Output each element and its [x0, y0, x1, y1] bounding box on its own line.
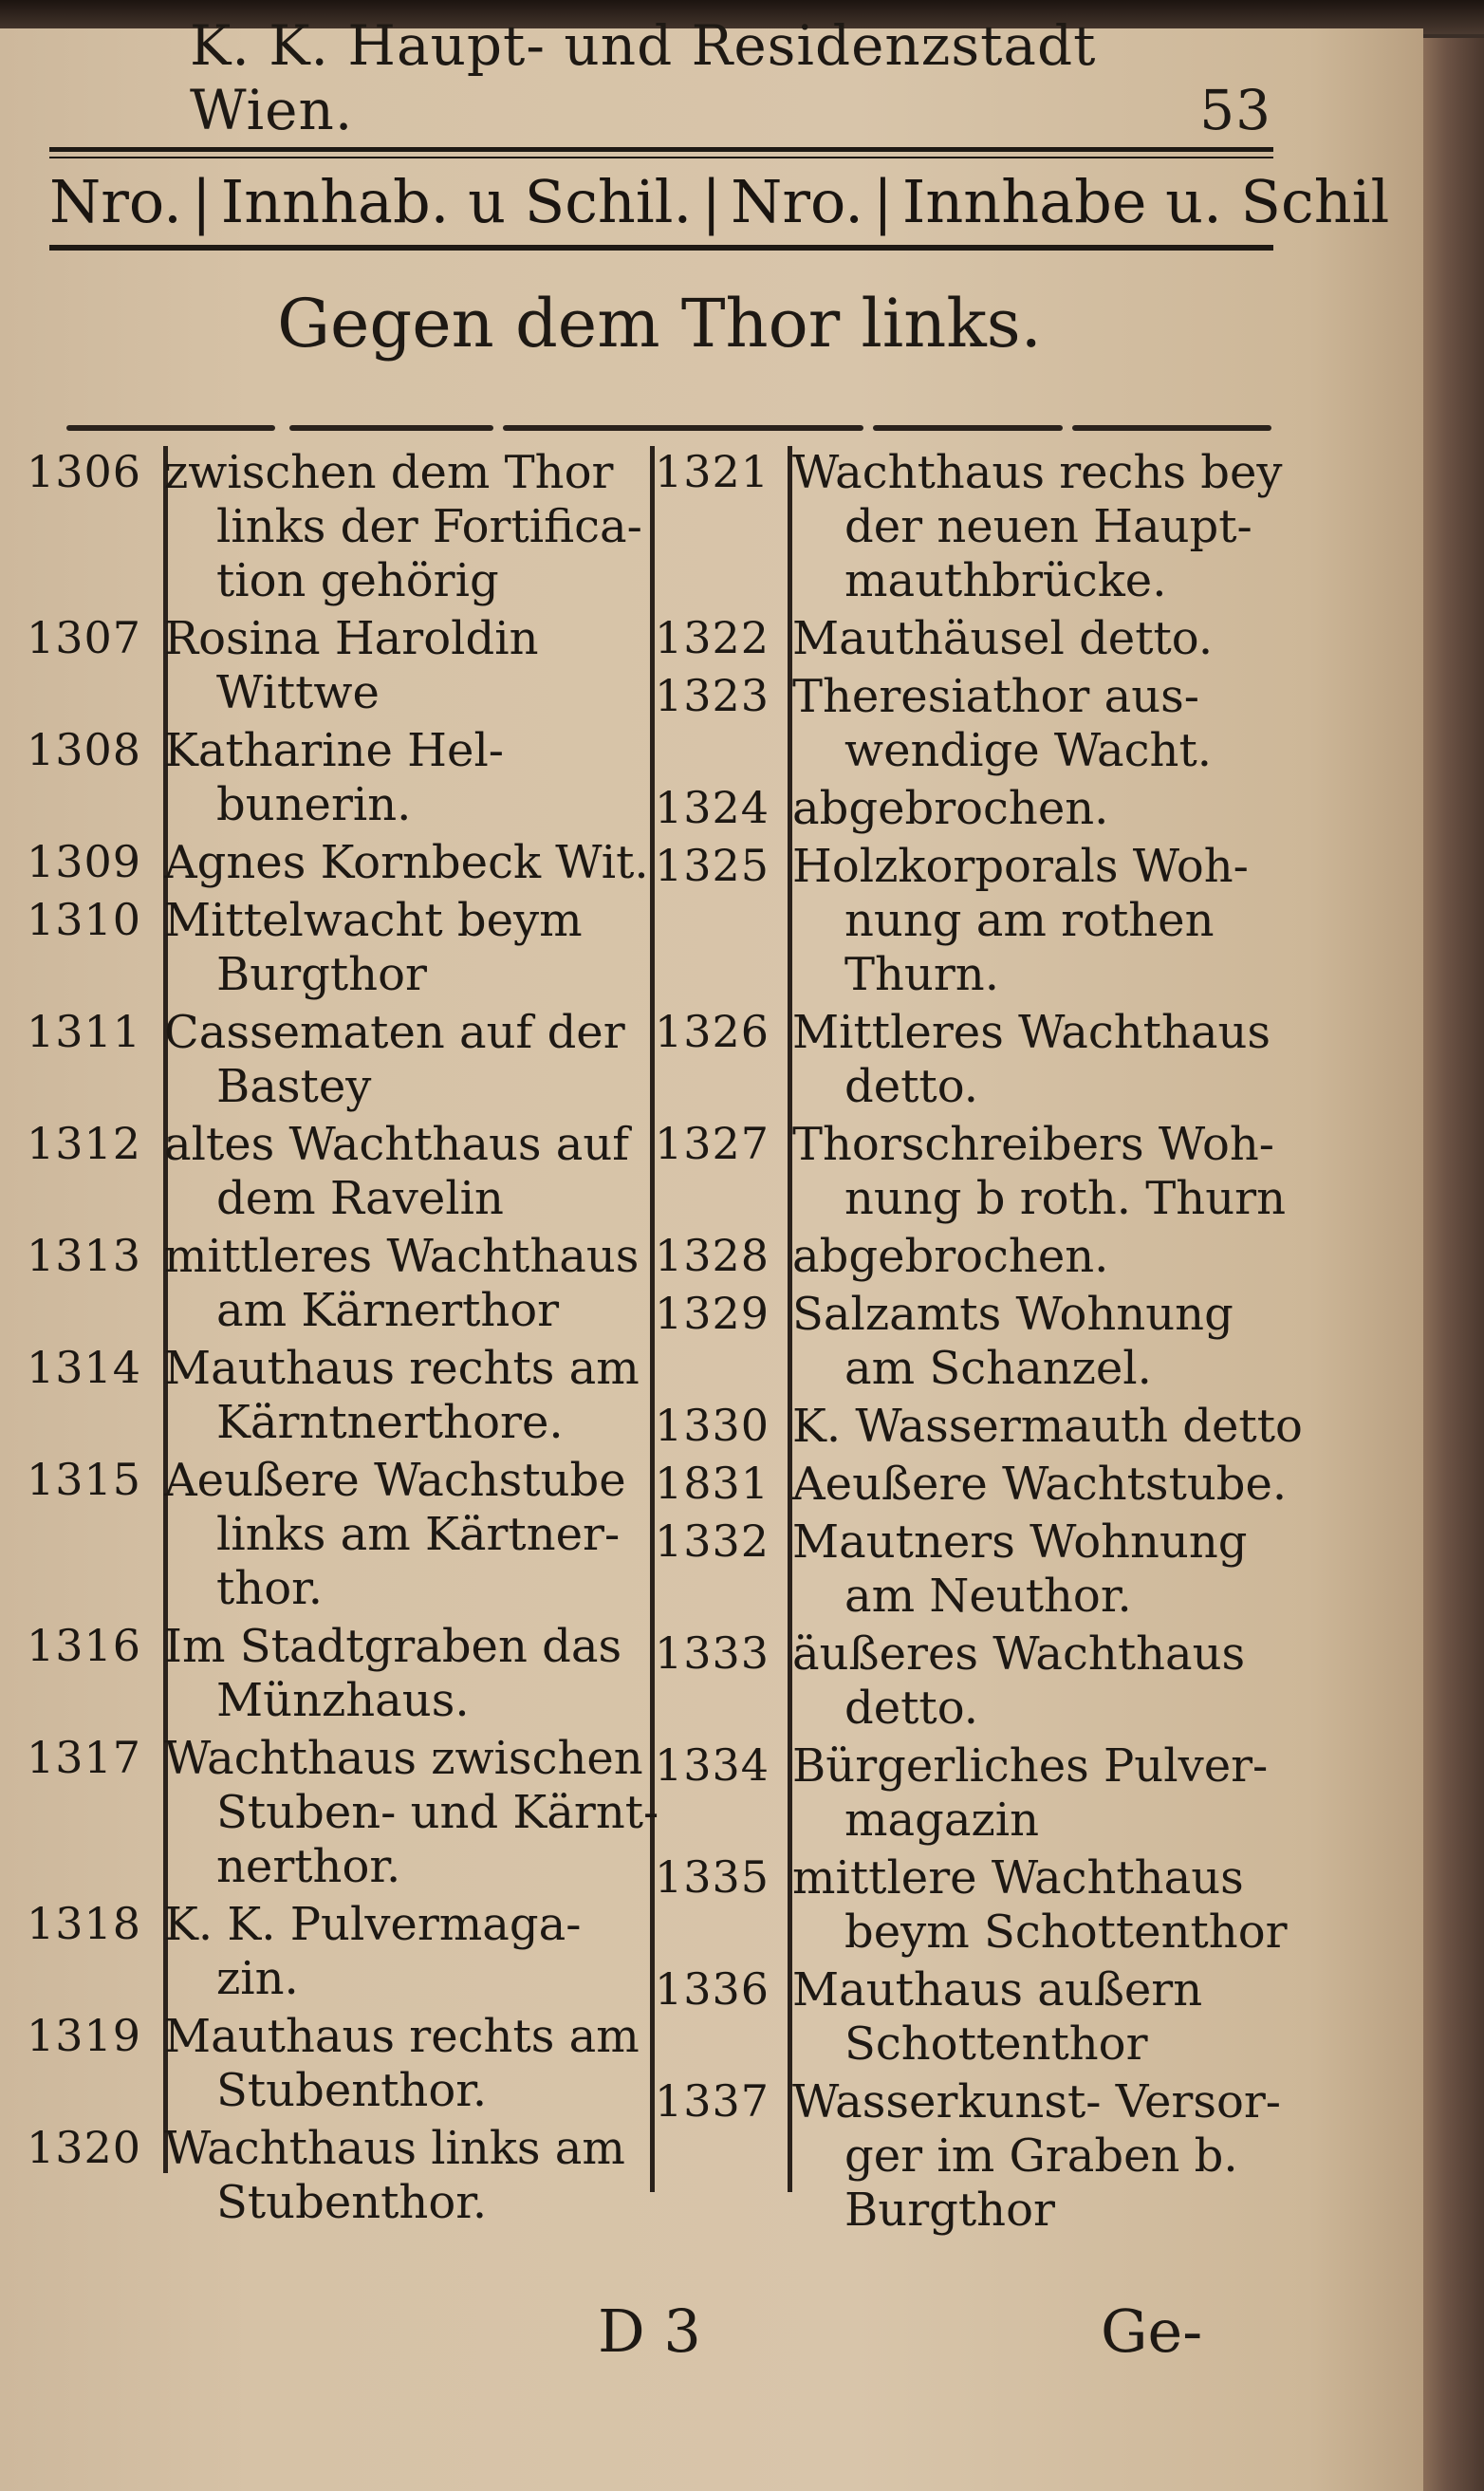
list-item [27, 612, 653, 720]
entry-number: 1315 [27, 1454, 142, 1505]
left-column [27, 446, 659, 2234]
list-item [27, 2122, 653, 2230]
signature-mark: D 3 [598, 2296, 701, 2366]
entry-line: Mauthäusel detto. [792, 612, 1214, 665]
entry-text [164, 1454, 653, 1616]
entry-line: Mautners Wohnung [792, 1515, 1248, 1569]
entry-line: Stubenthor. [216, 2176, 488, 2229]
entry-line: thor. [216, 1562, 324, 1615]
entry-text [792, 1400, 1303, 1454]
running-head [57, 13, 1271, 142]
list-item [27, 1732, 659, 1894]
entry-number: 1329 [655, 1288, 770, 1339]
entry-number: 1322 [655, 612, 770, 663]
entry-line: Bürgerliches Pulver- [792, 1739, 1269, 1793]
entry-line: zin. [216, 1952, 299, 2005]
entry-number: 1335 [655, 1851, 770, 1903]
header-right-inhaber: Innhabe u. Schil [901, 166, 1390, 236]
entry-number: 1334 [655, 1739, 770, 1791]
entry-line: Stubenthor. [216, 2064, 488, 2117]
entry-line: tion gehörig [216, 554, 499, 607]
entry-line: detto. [844, 1060, 979, 1113]
entry-line: nung b roth. Thurn [844, 1172, 1286, 1225]
entry-number: 1336 [655, 1963, 770, 2015]
entry-text [792, 2075, 1281, 2238]
entry-number: 1319 [27, 2010, 142, 2061]
entry-line: detto. [844, 1682, 979, 1735]
entry-line: Wittwe [216, 666, 380, 719]
list-item [27, 2010, 653, 2118]
entry-text [792, 1739, 1281, 1848]
list-item [27, 1454, 653, 1616]
entry-text [164, 724, 653, 832]
entry-text [164, 836, 653, 890]
book-page-edge [1423, 38, 1484, 2491]
right-column [655, 446, 1303, 2241]
header-right-nro: Nro. [731, 166, 863, 236]
entry-text [792, 670, 1281, 778]
entry-text [792, 1627, 1281, 1736]
entry-line: Stuben- und Kärnt- [216, 1786, 659, 1839]
entry-line: Mauthaus rechts am [164, 2010, 640, 2063]
entry-line: Im Stadtgraben das [164, 1620, 622, 1673]
column-header-row [49, 163, 1390, 239]
entry-number: 1318 [27, 1898, 142, 1949]
list-item [27, 446, 653, 608]
list-item [27, 1118, 653, 1226]
entry-text [792, 612, 1281, 666]
catchword: Ge- [1101, 2296, 1203, 2366]
entry-text [792, 446, 1281, 608]
entry-text [164, 1230, 653, 1338]
entry-text [164, 446, 653, 608]
entry-number: 1309 [27, 836, 142, 887]
entry-line: ger im Graben b. [844, 2129, 1238, 2183]
entry-line: Mittelwacht beym [164, 894, 583, 947]
entry-line: Holzkorporals Woh- [792, 840, 1249, 893]
entry-number: 1311 [27, 1006, 142, 1057]
entry-line: äußeres Wachthaus [792, 1627, 1246, 1681]
list-item [655, 1006, 1281, 1114]
entry-number: 1327 [655, 1118, 770, 1169]
ornament-rule [66, 425, 275, 431]
entry-line: mauthbrücke. [844, 554, 1167, 607]
entry-line: bunerin. [216, 778, 412, 831]
entry-number: 1310 [27, 894, 142, 945]
entry-text [164, 1342, 653, 1450]
entry-number: 1316 [27, 1620, 142, 1671]
entry-text [792, 1963, 1281, 2072]
entry-number: 1314 [27, 1342, 142, 1393]
list-item [655, 1739, 1281, 1848]
entry-text [792, 1288, 1281, 1396]
ornament-rule [873, 425, 1063, 431]
list-item [27, 1342, 653, 1450]
header-left-inhaber: Innhab. u Schil. [220, 166, 693, 236]
list-item [655, 1458, 1288, 1512]
list-item [655, 1963, 1281, 2072]
entry-number: 1326 [655, 1006, 770, 1057]
entry-text [164, 2010, 653, 2118]
entry-line: abgebrochen. [792, 1230, 1109, 1283]
header-divider: | [191, 166, 212, 236]
entry-text [792, 1515, 1281, 1624]
section-title: Gegen dem Thor links. [277, 285, 1042, 362]
entry-number: 1333 [655, 1627, 770, 1679]
entry-number: 1317 [27, 1732, 142, 1783]
list-item [27, 1230, 653, 1338]
entry-number: 1337 [655, 2075, 770, 2127]
list-item [27, 724, 653, 832]
entry-line: Salzamts Wohnung [792, 1288, 1234, 1341]
entry-line: Burgthor [844, 2184, 1055, 2237]
running-head-title: K. K. Haupt- und Residenzstadt Wien. [190, 13, 1097, 142]
entry-number: 1330 [655, 1400, 770, 1451]
entry-number: 1308 [27, 724, 142, 775]
entry-line: dem Ravelin [216, 1172, 504, 1225]
entry-text [792, 1458, 1288, 1512]
entry-line: Wachthaus links am [164, 2122, 625, 2175]
entry-number: 1312 [27, 1118, 142, 1169]
entry-number: 1321 [655, 446, 770, 497]
entry-text [164, 1006, 653, 1114]
entry-text [792, 1118, 1286, 1226]
entry-number: 1332 [655, 1515, 770, 1567]
list-item [655, 1230, 1281, 1284]
entry-text [164, 894, 653, 1002]
entry-number: 1831 [655, 1458, 770, 1509]
entry-line: nung am rothen [844, 894, 1215, 947]
entry-number: 1306 [27, 446, 142, 497]
entry-text [792, 1851, 1288, 1960]
entry-text [164, 1898, 653, 2006]
entry-line: Thurn. [844, 948, 999, 1001]
entry-line: zwischen dem Thor [164, 446, 614, 499]
entry-text [792, 1006, 1281, 1114]
entry-line: Aeußere Wachstube [164, 1454, 626, 1507]
entry-text [164, 612, 653, 720]
list-item [655, 670, 1281, 778]
list-item [27, 1898, 653, 2006]
list-item [655, 840, 1281, 1002]
entry-line: Wachthaus rechs bey [792, 446, 1283, 499]
entry-line: der neuen Haupt- [844, 500, 1252, 553]
header-divider: | [872, 166, 893, 236]
entry-line: magazin [844, 1794, 1040, 1847]
entry-line: am Schanzel. [844, 1342, 1152, 1395]
entry-line: links am Kärtner- [216, 1508, 621, 1561]
entry-line: K. Wassermauth detto [792, 1400, 1303, 1453]
entry-number: 1328 [655, 1230, 770, 1281]
entry-line: Katharine Hel- [164, 724, 505, 777]
entry-line: nerthor. [216, 1840, 401, 1893]
entry-line: Kärntnerthore. [216, 1396, 564, 1449]
list-item [655, 1627, 1281, 1736]
entry-number: 1320 [27, 2122, 142, 2173]
entry-text [792, 782, 1281, 836]
entry-text [164, 1118, 653, 1226]
entry-line: abgebrochen. [792, 782, 1109, 835]
list-item [655, 1400, 1303, 1454]
ornament-rule [1072, 425, 1271, 431]
entry-number: 1325 [655, 840, 770, 891]
entry-text [164, 2122, 653, 2230]
entry-line: mittleres Wachthaus [164, 1230, 640, 1283]
entry-line: Thorschreibers Woh- [792, 1118, 1274, 1171]
entry-line: am Kärnerthor [216, 1284, 560, 1337]
header-rule-top [49, 147, 1273, 152]
entry-text [792, 840, 1281, 1002]
list-item [655, 2075, 1281, 2238]
list-item [655, 446, 1281, 608]
list-item [655, 1118, 1286, 1226]
entry-line: Mauthaus außern [792, 1963, 1203, 2017]
entry-line: K. K. Pulvermaga- [164, 1898, 582, 1951]
ornament-rule [503, 425, 863, 431]
entry-number: 1307 [27, 612, 142, 663]
entry-line: Münzhaus. [216, 1674, 470, 1727]
list-item [655, 1288, 1281, 1396]
entry-line: Wasserkunst- Versor- [792, 2075, 1282, 2129]
list-item [27, 836, 653, 890]
entry-line: Burgthor [216, 948, 427, 1001]
entry-text [164, 1620, 653, 1728]
ornament-rule [289, 425, 493, 431]
entry-line: links der Fortifica- [216, 500, 642, 553]
entry-number: 1313 [27, 1230, 142, 1281]
page-footer [0, 2296, 1319, 2372]
page-number: 53 [1199, 78, 1271, 142]
header-rule-top-thin [49, 157, 1273, 158]
entry-line: am Neuthor. [844, 1570, 1132, 1623]
entry-number: 1323 [655, 670, 770, 721]
header-rule-bottom [49, 245, 1273, 251]
entry-line: mittlere Wachthaus [792, 1851, 1244, 1905]
list-item [27, 1006, 653, 1114]
entry-line: Theresiathor aus- [792, 670, 1199, 723]
list-item [655, 612, 1281, 666]
list-item [27, 1620, 653, 1728]
list-item [655, 782, 1281, 836]
entry-text [164, 1732, 659, 1894]
list-item [655, 1515, 1281, 1624]
entry-line: Aeußere Wachtstube. [792, 1458, 1288, 1511]
entry-line: beym Schottenthor [844, 1905, 1288, 1959]
entry-line: Cassematen auf der [164, 1006, 625, 1059]
header-divider: | [701, 166, 722, 236]
entry-line: altes Wachthaus auf [164, 1118, 630, 1171]
entry-line: Mauthaus rechts am [164, 1342, 640, 1395]
entry-number: 1324 [655, 782, 770, 833]
entry-line: Rosina Haroldin [164, 612, 539, 665]
list-item [27, 894, 653, 1002]
entry-line: Wachthaus zwischen [164, 1732, 643, 1785]
list-item [655, 1851, 1288, 1960]
header-left-nro: Nro. [49, 166, 182, 236]
entry-line: Bastey [216, 1060, 372, 1113]
entry-text [792, 1230, 1281, 1284]
entry-line: wendige Wacht. [844, 724, 1212, 777]
entry-line: Mittleres Wachthaus [792, 1006, 1271, 1059]
entry-line: Agnes Kornbeck Wit. [164, 836, 649, 889]
entry-line: Schottenthor [844, 2017, 1148, 2071]
